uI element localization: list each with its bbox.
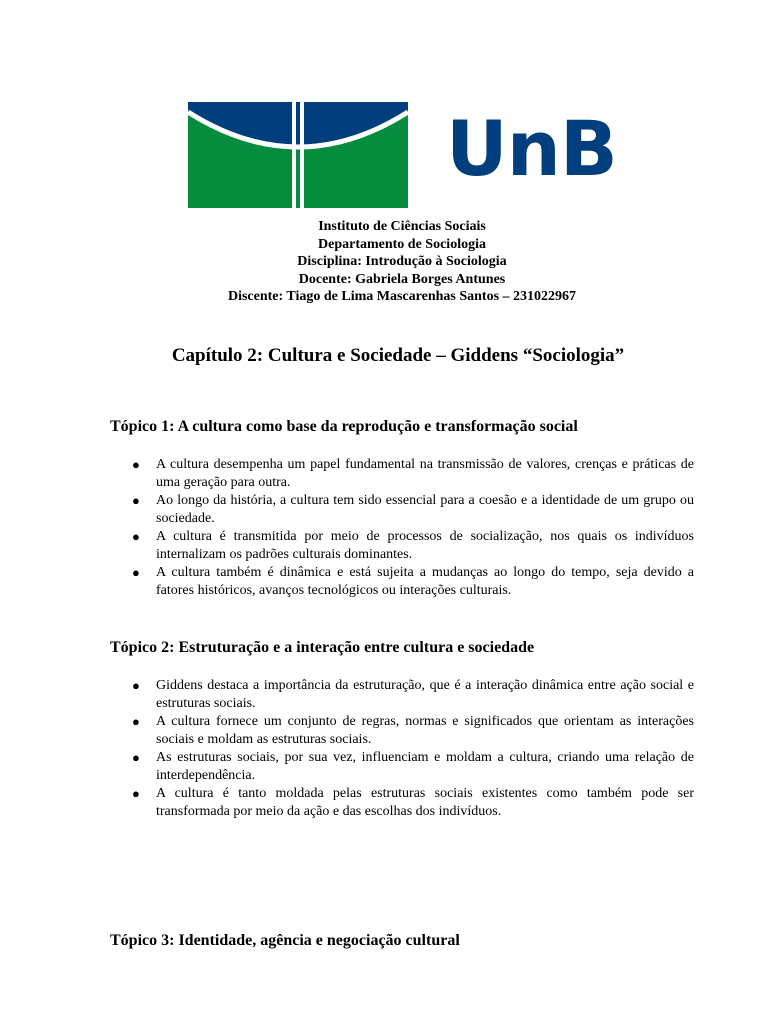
list-item: ● Giddens destaca a importância da estruturação, que é a interação dinâmica entre ação social e estruturas sociais. <box>132 678 694 711</box>
bullet-icon: ● <box>132 457 140 472</box>
topic-3-heading: Tópico 3: Identidade, agência e negociação cultural <box>110 932 460 949</box>
topic-2-heading: Tópico 2: Estruturação e a interação entre cultura e sociedade <box>110 639 535 656</box>
topic-1-heading: Tópico 1: A cultura como base da reprodução e transformação social <box>110 418 578 435</box>
list-item: ● A cultura fornece um conjunto de regras, normas e significados que orientam as interações sociais e moldam as estruturas sociais. <box>132 714 694 747</box>
list-item: ● A cultura é transmitida por meio de processos de socialização, nos quais os indivíduos internalizam os padrões culturais dominantes. <box>132 529 694 562</box>
list-item: ● A cultura é tanto moldada pelas estruturas sociais existentes como também pode ser transformada por meio da ação e das escolhas dos indivíduos. <box>132 786 694 819</box>
bullet-icon: ● <box>132 529 140 544</box>
bullet-icon: ● <box>132 750 140 765</box>
header-info <box>0 218 768 306</box>
topic-2-list <box>132 677 694 821</box>
bullet-icon: ● <box>132 786 140 801</box>
institute-line: Instituto de Ciências Sociais <box>318 219 486 234</box>
unb-emblem-icon <box>188 102 408 208</box>
unb-wordmark: UnB <box>446 104 617 193</box>
teacher-line: Docente: Gabriela Borges Antunes <box>298 271 506 287</box>
bullet-icon: ● <box>132 678 140 693</box>
unb-logo <box>188 102 618 208</box>
department-line: Departamento de Sociologia <box>318 236 486 252</box>
bullet-icon: ● <box>132 493 140 508</box>
topic-1-list <box>132 456 694 600</box>
list-item: ● Ao longo da história, a cultura tem sido essencial para a coesão e a identidade de um grupo ou sociedade. <box>132 493 694 526</box>
chapter-title: Capítulo 2: Cultura e Sociedade – Giddens “Sociologia” <box>171 345 625 366</box>
list-item: ● As estruturas sociais, por sua vez, influenciam e moldam a cultura, criando uma relação de interdependência. <box>132 750 694 783</box>
list-item: ● A cultura desempenha um papel fundamental na transmissão de valores, crenças e práticas de uma geração para outra. <box>132 457 694 490</box>
student-line: Discente: Tiago de Lima Mascarenhas Santos – 231022967 <box>227 289 577 305</box>
list-item: ● A cultura também é dinâmica e está sujeita a mudanças ao longo do tempo, seja devido a fatores históricos, avanços tecnológicos ou interações culturais. <box>132 565 694 598</box>
bullet-icon: ● <box>132 714 140 729</box>
bullet-icon: ● <box>132 565 140 580</box>
discipline-line: Disciplina: Introdução à Sociologia <box>297 254 507 270</box>
